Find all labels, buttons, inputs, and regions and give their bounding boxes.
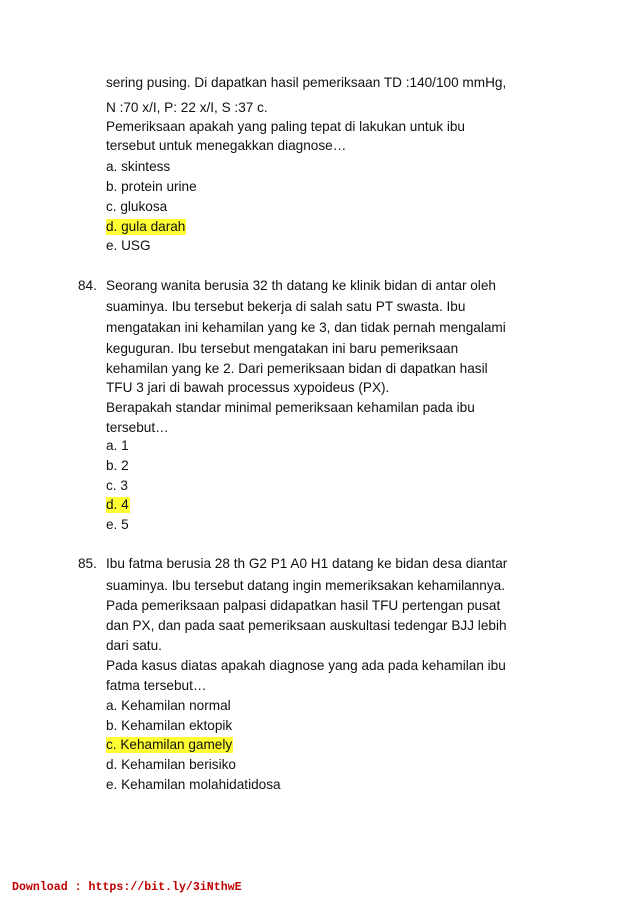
question-text-line: kehamilan yang ke 2. Dari pemeriksaan bidan di dapatkan hasil <box>106 361 488 376</box>
answer-option: e. Kehamilan molahidatidosa <box>106 777 281 792</box>
question-text-line: dari satu. <box>106 638 162 653</box>
correct-answer-option <box>106 735 233 754</box>
question-text-line: tersebut untuk menegakkan diagnose… <box>106 138 347 153</box>
download-link[interactable]: Download : https://bit.ly/3iNthwE <box>12 881 242 894</box>
correct-answer-option <box>106 495 130 514</box>
answer-option: a. Kehamilan normal <box>106 698 231 713</box>
question-text-line: N :70 x/I, P: 22 x/I, S :37 c. <box>106 100 268 115</box>
correct-answer-option <box>106 217 186 236</box>
answer-option: a. skintess <box>106 159 171 174</box>
question-text-line: sering pusing. Di dapatkan hasil pemeriksaan TD :140/100 mmHg, <box>106 75 507 90</box>
question-text-line: Ibu fatma berusia 28 th G2 P1 A0 H1 datang ke bidan desa diantar <box>106 556 508 571</box>
answer-option: e. 5 <box>106 517 129 532</box>
answer-highlight: d. gula darah <box>106 219 186 234</box>
question-number: 84. <box>78 278 97 293</box>
question-text-line: fatma tersebut… <box>106 678 207 693</box>
answer-option: c. 3 <box>106 478 128 493</box>
answer-option: e. USG <box>106 238 151 253</box>
question-text-line: Pemeriksaan apakah yang paling tepat di lakukan untuk ibu <box>106 119 465 134</box>
answer-option: b. Kehamilan ektopik <box>106 718 233 733</box>
question-text-line: Berapakah standar minimal pemeriksaan kehamilan pada ibu <box>106 400 475 415</box>
answer-option: b. 2 <box>106 458 129 473</box>
question-text-line: tersebut… <box>106 420 169 435</box>
question-number: 85. <box>78 556 97 571</box>
question-text-line: Seorang wanita berusia 32 th datang ke klinik bidan di antar oleh <box>106 278 496 293</box>
answer-highlight: d. 4 <box>106 497 129 512</box>
answer-highlight: c. Kehamilan gamely <box>106 737 233 752</box>
question-text-line: dan PX, dan pada saat pemeriksaan auskultasi tedengar BJJ lebih <box>106 618 507 633</box>
question-text-line: keguguran. Ibu tersebut mengatakan ini baru pemeriksaan <box>106 341 459 356</box>
answer-option: b. protein urine <box>106 179 197 194</box>
question-text-line: TFU 3 jari di bawah processus xypoideus (PX). <box>106 380 390 395</box>
question-text-line: Pada kasus diatas apakah diagnose yang ada pada kehamilan ibu <box>106 658 506 673</box>
question-text-line: suaminya. Ibu tersebut bekerja di salah satu PT swasta. Ibu <box>106 299 466 314</box>
answer-option: a. 1 <box>106 438 129 453</box>
answer-option: d. Kehamilan berisiko <box>106 757 236 772</box>
question-text-line: mengatakan ini kehamilan yang ke 3, dan tidak pernah mengalami <box>106 320 506 335</box>
answer-option: c. glukosa <box>106 199 168 214</box>
question-text-line: suaminya. Ibu tersebut datang ingin memeriksakan kehamilannya. <box>106 578 505 593</box>
question-text-line: Pada pemeriksaan palpasi didapatkan hasil TFU pertengan pusat <box>106 598 501 613</box>
